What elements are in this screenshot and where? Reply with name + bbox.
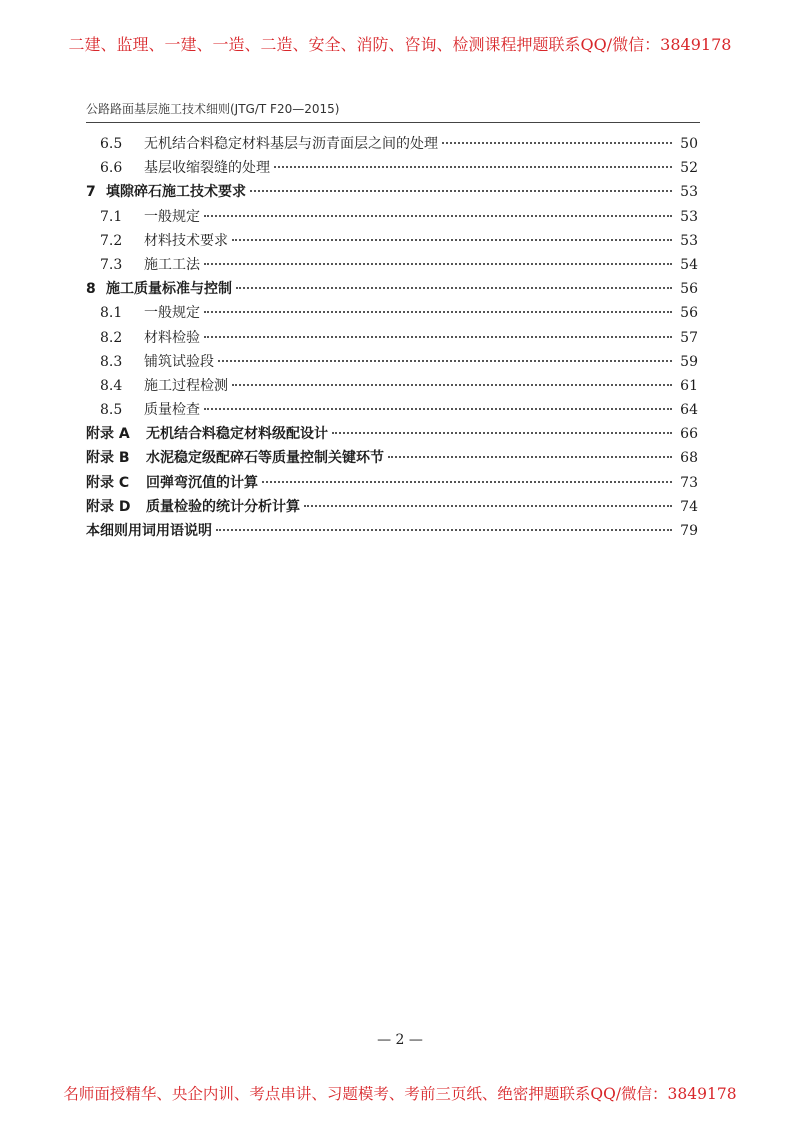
- toc-entry-6-6[interactable]: [86, 156, 698, 180]
- toc-entry-title: 施工质量标准与控制: [106, 281, 232, 298]
- toc-entry-title: 回弹弯沉值的计算: [146, 474, 258, 491]
- toc-entry-number: 8.5: [100, 402, 123, 419]
- toc-entry-number: 7.2: [100, 232, 123, 249]
- toc-dot-leader: [216, 529, 672, 531]
- toc-entry-title: 施工过程检测: [144, 377, 228, 394]
- toc-entry-number: 附录 C: [86, 474, 130, 491]
- toc-entry-title: 基层收缩裂缝的处理: [144, 160, 270, 177]
- toc-entry-number: 附录 B: [86, 450, 130, 467]
- toc-dot-leader: [304, 505, 672, 507]
- toc-entry-chapter-8[interactable]: [86, 277, 698, 301]
- promo-banner-top: 二建、监理、一建、一造、二造、安全、消防、咨询、检测课程押题联系QQ/微信：3849178: [68, 35, 732, 54]
- toc-entry-number: 8.3: [100, 353, 123, 370]
- toc-dot-leader: [218, 360, 672, 362]
- toc-entry-title: 质量检验的统计分析计算: [146, 498, 300, 515]
- toc-entry-number: 附录 A: [86, 426, 130, 443]
- toc-entry-8-4[interactable]: [86, 374, 698, 398]
- toc-entry-number: 8.4: [100, 377, 123, 394]
- toc-entry-8-2[interactable]: [86, 326, 698, 350]
- toc-entry-page: 52: [680, 160, 698, 177]
- toc-dot-leader: [388, 456, 672, 458]
- toc-dot-leader: [204, 215, 672, 217]
- toc-entry-title: 水泥稳定级配碎石等质量控制关键环节: [146, 450, 384, 467]
- toc-entry-title: 填隙碎石施工技术要求: [106, 184, 246, 201]
- toc-entry-page: 53: [680, 232, 698, 249]
- toc-dot-leader: [262, 481, 672, 483]
- toc-entry-page: 56: [680, 305, 698, 322]
- toc-entry-title: 施工工法: [144, 256, 200, 273]
- toc-entry-page: 59: [680, 353, 698, 370]
- header-rule: [86, 122, 700, 123]
- toc-entry-number: 8: [86, 281, 96, 298]
- toc-entry-appendix-d[interactable]: [86, 495, 698, 519]
- toc-dot-leader: [274, 166, 672, 168]
- toc-entry-number: 7: [86, 184, 96, 201]
- toc-dot-leader: [250, 190, 672, 192]
- toc-entry-number: 6.5: [100, 136, 123, 152]
- toc-dot-leader: [232, 384, 672, 386]
- toc-entry-page: 73: [680, 474, 698, 491]
- toc-entry-title: 铺筑试验段: [144, 353, 214, 370]
- toc-entry-appendix-b[interactable]: [86, 446, 698, 470]
- toc-entry-appendix-c[interactable]: [86, 471, 698, 495]
- toc-entry-number: 7.1: [100, 208, 123, 225]
- toc-entry-6-5[interactable]: [86, 132, 698, 156]
- table-of-contents: [86, 132, 698, 543]
- toc-entry-page: 61: [680, 377, 698, 394]
- toc-dot-leader: [204, 336, 672, 338]
- toc-entry-number: 8.1: [100, 305, 123, 322]
- toc-dot-leader: [204, 311, 672, 313]
- toc-entry-page: 53: [680, 208, 698, 225]
- toc-entry-page: 66: [680, 426, 698, 443]
- toc-entry-page: 54: [680, 256, 698, 273]
- toc-entry-appendix-a[interactable]: [86, 422, 698, 446]
- toc-entry-title: 材料技术要求: [144, 232, 228, 249]
- toc-entry-page: 50: [680, 136, 698, 152]
- toc-entry-page: 64: [680, 402, 698, 419]
- toc-entry-title: 一般规定: [144, 305, 200, 322]
- toc-entry-page: 79: [680, 523, 698, 539]
- toc-entry-title: 无机结合料稳定材料基层与沥青面层之间的处理: [144, 136, 438, 152]
- toc-entry-title: 无机结合料稳定材料级配设计: [146, 426, 328, 443]
- toc-entry-8-5[interactable]: [86, 398, 698, 422]
- toc-dot-leader: [236, 287, 672, 289]
- toc-entry-title: 本细则用词用语说明: [86, 523, 212, 539]
- toc-entry-number: 7.3: [100, 256, 123, 273]
- promo-banner-bottom: 名师面授精华、央企内训、考点串讲、习题模考、考前三页纸、绝密押题联系QQ/微信：3849178: [63, 1085, 737, 1103]
- toc-entry-number: 6.6: [100, 160, 123, 177]
- toc-entry-page: 74: [680, 498, 698, 515]
- toc-entry-7-1[interactable]: [86, 205, 698, 229]
- toc-entry-page: 53: [680, 184, 698, 201]
- toc-entry-number: 附录 D: [86, 498, 131, 515]
- toc-dot-leader: [442, 142, 672, 144]
- toc-entry-page: 68: [680, 450, 698, 467]
- toc-entry-page: 56: [680, 281, 698, 298]
- toc-entry-number: 8.2: [100, 329, 123, 346]
- toc-entry-8-1[interactable]: [86, 301, 698, 325]
- toc-dot-leader: [204, 408, 672, 410]
- toc-entry-terminology[interactable]: [86, 519, 698, 543]
- toc-entry-title: 质量检查: [144, 402, 200, 419]
- toc-entry-title: 一般规定: [144, 208, 200, 225]
- toc-entry-8-3[interactable]: [86, 350, 698, 374]
- toc-entry-title: 材料检验: [144, 329, 200, 346]
- running-header: 公路路面基层施工技术细则(JTG/T F20—2015): [86, 102, 340, 116]
- toc-dot-leader: [232, 239, 672, 241]
- toc-dot-leader: [332, 432, 672, 434]
- toc-dot-leader: [204, 263, 672, 265]
- toc-entry-7-2[interactable]: [86, 229, 698, 253]
- toc-entry-7-3[interactable]: [86, 253, 698, 277]
- toc-entry-chapter-7[interactable]: [86, 180, 698, 204]
- page-number: — 2 —: [377, 1032, 423, 1048]
- toc-entry-page: 57: [680, 329, 698, 346]
